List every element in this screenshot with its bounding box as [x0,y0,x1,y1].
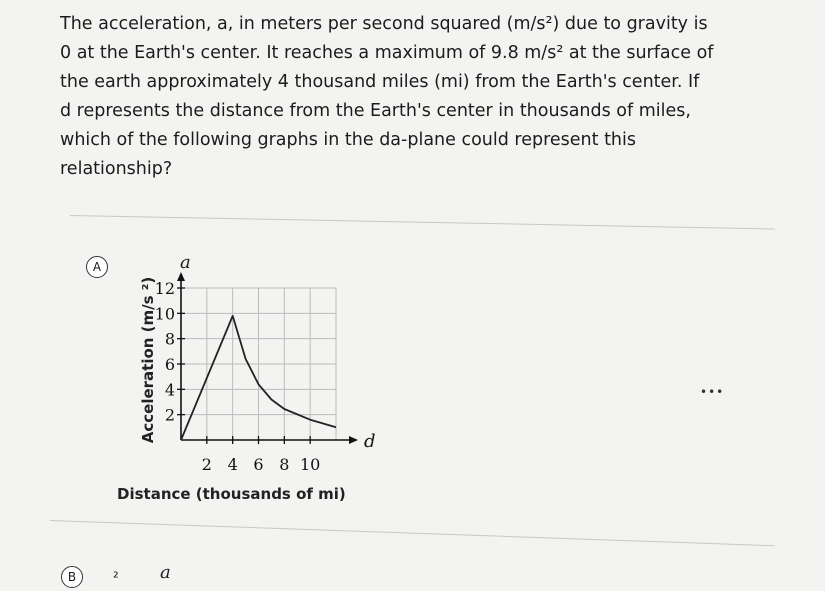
tick-labels [155,279,321,474]
grid [181,288,336,440]
y-axis-arrow [177,272,185,281]
y-tick-label: 6 [164,355,175,374]
option-b-button[interactable]: B [61,566,83,588]
x-tick-label: 6 [253,455,264,474]
x-axis-title: Distance (thousands of mi) [117,485,346,503]
question-line-4: d represents the distance from the Earth's center in thousands of miles, [60,101,691,121]
question-line-2: 0 at the Earth's center. It reaches a maximum of 9.8 m/s² at the surface of [60,43,714,63]
ticks [177,288,310,444]
y-tick-label: 2 [164,405,175,425]
horizontal-axis-variable: d [364,431,376,452]
y-tick-label: 12 [154,279,175,298]
x-tick-label: 2 [201,455,212,474]
vertical-axis-variable: a [160,562,171,583]
question-line-5: which of the following graphs in the da-plane could represent this [60,130,637,150]
y-tick-label: 4 [164,380,175,400]
vertical-axis-variable: a [180,252,191,273]
x-tick-label: 8 [279,455,290,474]
y-axis-title-fragment: ² [113,570,119,586]
question-line-1: The acceleration, a, in meters per second squared (m/s²) due to gravity is [60,14,708,34]
x-tick-label: 4 [227,455,238,474]
y-tick-label: 10 [154,304,175,324]
y-tick-label: 8 [164,329,175,349]
y-axis-title: Acceleration (m/s ²) [139,276,157,444]
x-tick-label: 10 [299,455,321,474]
option-a-button[interactable]: A [86,256,108,278]
question-line-3: the earth approximately 4 thousand miles (mi) from the Earth's center. If [60,72,700,92]
x-axis-arrow [349,436,358,444]
ellipsis-icon[interactable]: ••• [700,385,725,399]
question-line-6: relationship? [60,159,173,179]
